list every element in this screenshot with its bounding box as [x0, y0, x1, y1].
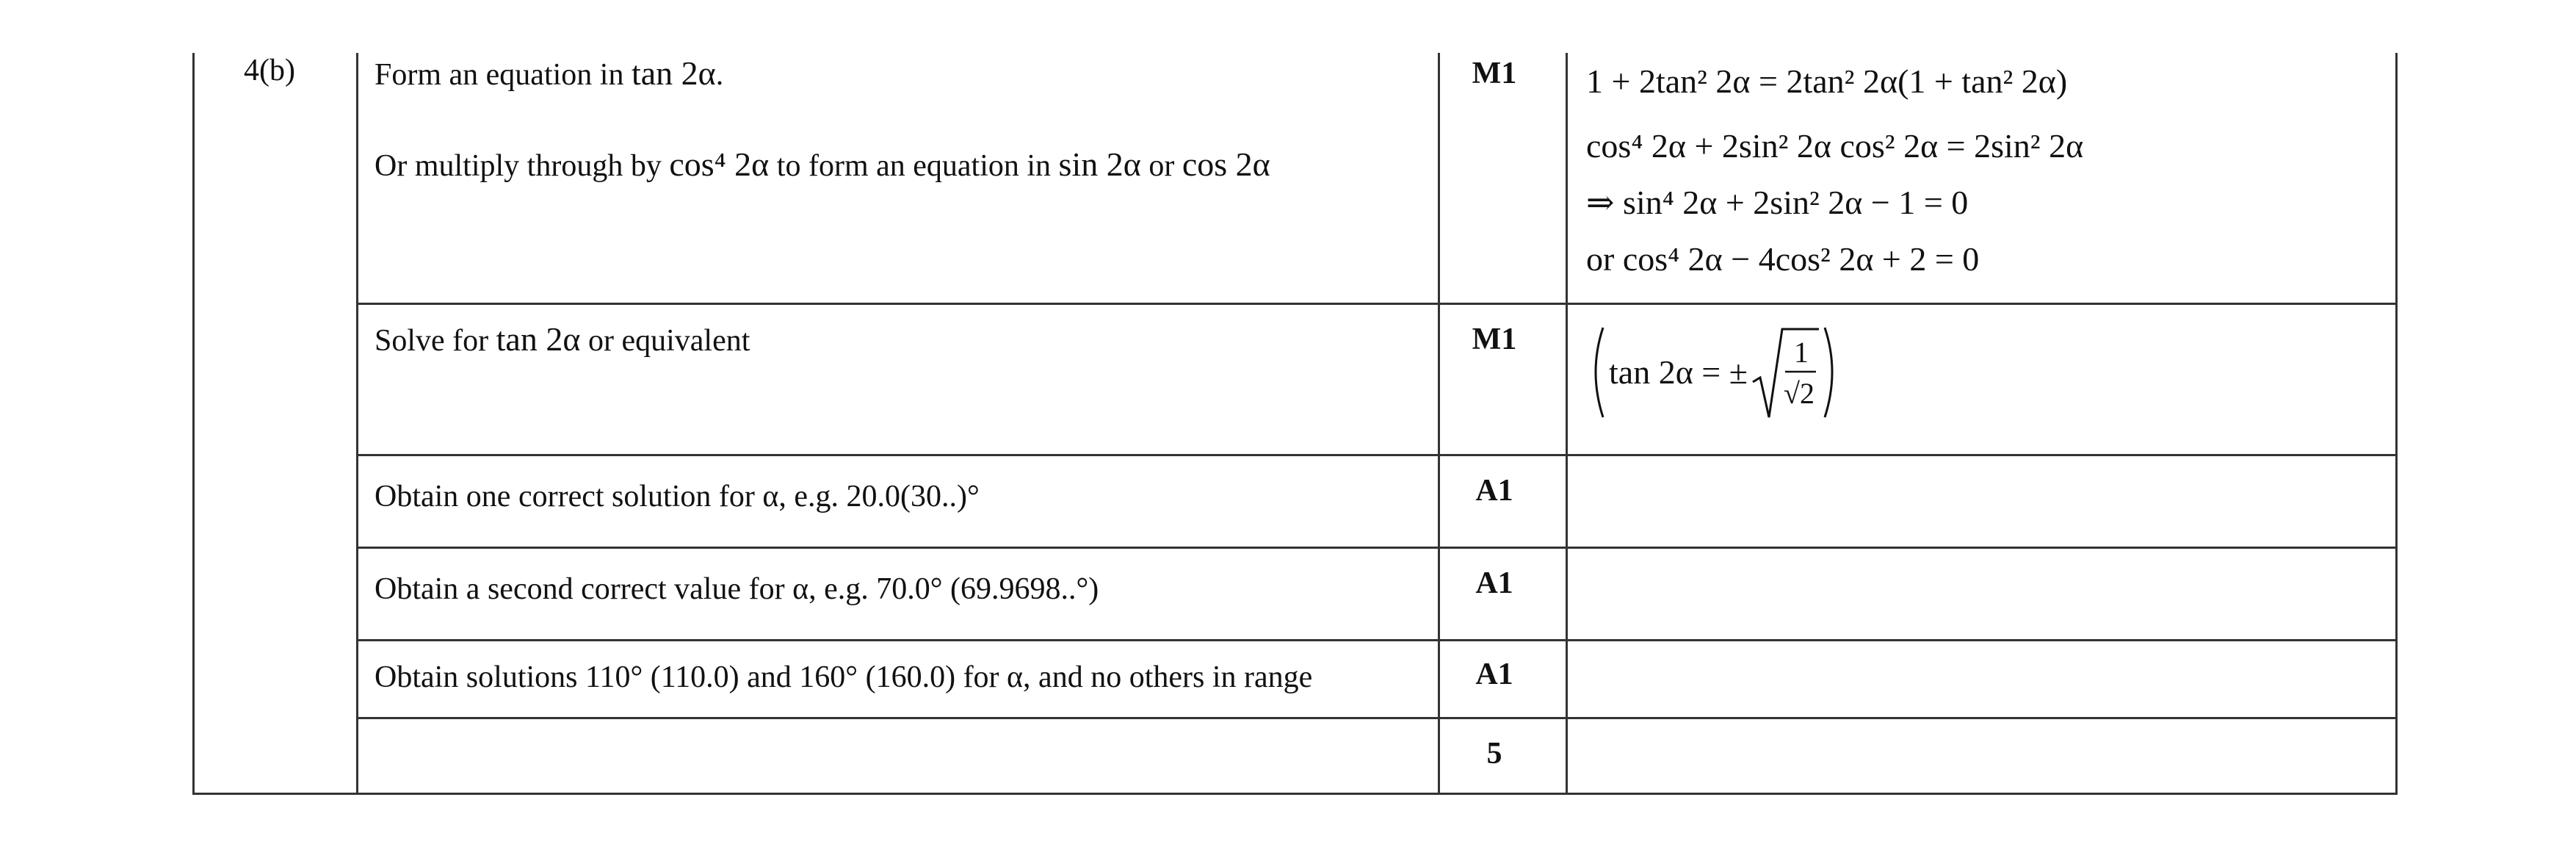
total-marks: 5 [1486, 737, 1502, 771]
mark-row3: A1 [1475, 474, 1513, 508]
table-border-left [192, 53, 195, 795]
answer-row2-lhs: tan 2α = ± [1609, 353, 1748, 391]
guidance-row5: Obtain solutions 110° (110.0) and 160° (160.0) for α, and no others in range [375, 660, 1313, 694]
row-divider-3 [356, 547, 2398, 549]
table-border-right [2395, 53, 2398, 795]
answer-row2-denominator: √2 [1784, 377, 1815, 410]
row-divider-1 [356, 303, 2398, 305]
guidance-row3: Obtain one correct solution for α, e.g. 20.0(30..)° [375, 480, 980, 513]
table-divider-mark [1566, 53, 1568, 795]
mark-row2: M1 [1472, 322, 1517, 356]
row-divider-5 [356, 717, 2398, 719]
mark-row5: A1 [1475, 657, 1513, 691]
question-number: 4(b) [244, 54, 295, 87]
answer-row1-line1: 1 + 2tan² 2α = 2tan² 2α(1 + tan² 2α) [1586, 62, 2068, 100]
table-border-bottom [192, 793, 2398, 795]
row-divider-4 [356, 639, 2398, 641]
row-divider-2 [356, 454, 2398, 456]
guidance-row1-line1: Form an equation in tan 2α. [375, 54, 724, 92]
answer-row1-line2: cos⁴ 2α + 2sin² 2α cos² 2α = 2sin² 2α [1586, 127, 2084, 165]
mark-row4: A1 [1475, 566, 1513, 600]
guidance-row4: Obtain a second correct value for α, e.g. 70.0° (69.9698..°) [375, 572, 1099, 606]
mark-row1: M1 [1472, 57, 1517, 90]
answer-row1-line4: or cos⁴ 2α − 4cos² 2α + 2 = 0 [1586, 240, 1980, 278]
answer-row2-numerator: 1 [1794, 336, 1809, 369]
guidance-row2: Solve for tan 2α or equivalent [375, 320, 750, 358]
table-divider-qnum [356, 53, 358, 795]
answer-row2 [1582, 314, 1862, 439]
answer-row1-line3: ⇒ sin⁴ 2α + 2sin² 2α − 1 = 0 [1586, 184, 1969, 221]
guidance-row1-line2: Or multiply through by cos⁴ 2α to form an equation in sin 2α or cos 2α [375, 145, 1270, 183]
